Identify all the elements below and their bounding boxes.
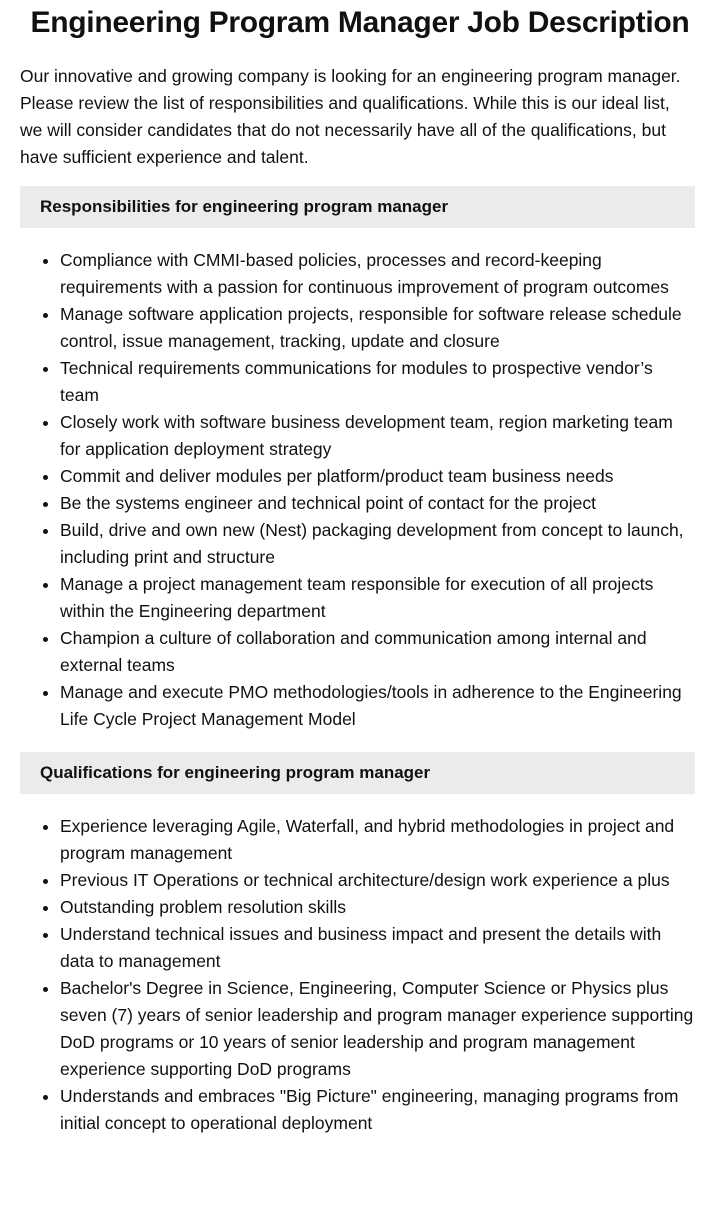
list-item: • Outstanding problem resolution skills: [60, 894, 695, 921]
page-title: Engineering Program Manager Job Description: [30, 6, 690, 39]
responsibilities-heading: Responsibilities for engineering program manager: [20, 186, 695, 228]
list-item: • Technical requirements communications for modules to prospective vendor’s team: [60, 355, 695, 409]
list-item: • Manage a project management team responsible for execution of all projects within the Engineering department: [60, 571, 695, 625]
list-item: • Previous IT Operations or technical architecture/design work experience a plus: [60, 867, 695, 894]
qualifications-heading: Qualifications for engineering program manager: [20, 752, 695, 794]
list-item: • Experience leveraging Agile, Waterfall, and hybrid methodologies in project and program management: [60, 813, 695, 867]
list-item: • Understand technical issues and business impact and present the details with data to management: [60, 921, 695, 975]
list-item: • Compliance with CMMI-based policies, processes and record-keeping requirements with a passion for continuous improvement of program outcomes: [60, 247, 695, 301]
list-item: • Understands and embraces "Big Picture" engineering, managing programs from initial concept to operational deployment: [60, 1083, 695, 1137]
intro-paragraph: Our innovative and growing company is looking for an engineering program manager. Please review the list of responsibilities and qualifications. While this is our ideal list, we will consider candidates that do not necessarily have all of the qualifications, but have sufficient experience and talent.: [20, 66, 681, 167]
list-item: • Closely work with software business development team, region marketing team for application deployment strategy: [60, 409, 695, 463]
list-item: • Manage and execute PMO methodologies/tools in adherence to the Engineering Life Cycle Project Management Model: [60, 679, 695, 733]
list-item: • Bachelor's Degree in Science, Engineering, Computer Science or Physics plus seven (7) years of senior leadership and program manager experience supporting DoD programs or 10 years of senior leadership and program management experience supporting DoD programs: [60, 975, 695, 1083]
list-item: • Build, drive and own new (Nest) packaging development from concept to launch, including print and structure: [60, 517, 695, 571]
responsibilities-list: [20, 247, 695, 733]
list-item: • Champion a culture of collaboration and communication among internal and external teams: [60, 625, 695, 679]
list-item: • Be the systems engineer and technical point of contact for the project: [60, 490, 695, 517]
list-item: • Manage software application projects, responsible for software release schedule control, issue management, tracking, update and closure: [60, 301, 695, 355]
qualifications-list: [20, 813, 695, 1137]
list-item: • Commit and deliver modules per platform/product team business needs: [60, 463, 695, 490]
